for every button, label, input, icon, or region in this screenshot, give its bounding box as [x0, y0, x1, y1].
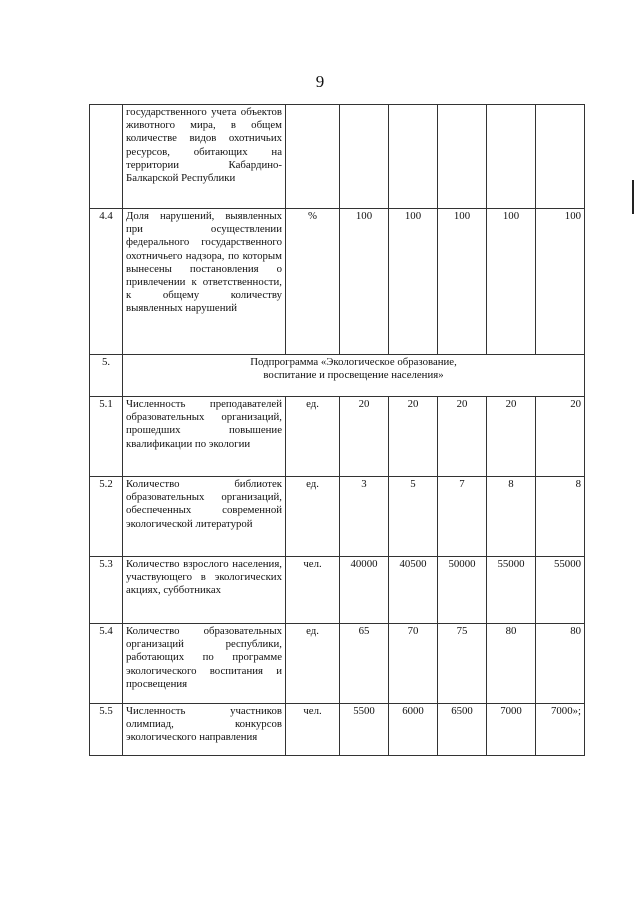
value-cell: [340, 105, 389, 209]
value-cell: 40500: [389, 557, 438, 624]
indicator-name: Численность участников олимпиад, конкурсов экологического направления: [123, 704, 286, 756]
row-number: [90, 105, 123, 209]
value-cell: 6000: [389, 704, 438, 756]
value-cell: 20: [536, 397, 585, 477]
unit-cell: ед.: [286, 477, 340, 557]
value-cell: 7000: [487, 704, 536, 756]
subprogram-heading-line: воспитание и просвещение населения»: [263, 369, 444, 382]
value-cell: 100: [536, 209, 585, 355]
indicator-table: [89, 104, 585, 756]
indicator-name: Количество образовательных организаций республики, работающих по программе экологического воспитания и просвещения: [123, 624, 286, 704]
table-row: [90, 209, 585, 355]
subprogram-heading-line: Подпрограмма «Экологическое образование,: [250, 356, 457, 368]
indicator-name: Количество взрослого населения, участвующего в экологических акциях, субботниках: [123, 557, 286, 624]
value-cell: 55000: [536, 557, 585, 624]
value-cell: [536, 105, 585, 209]
table-row: [90, 704, 585, 756]
page-number: 9: [315, 72, 325, 91]
table-row: [90, 397, 585, 477]
value-cell: 55000: [487, 557, 536, 624]
row-number: 5.: [90, 355, 123, 397]
row-number: 5.4: [90, 624, 123, 704]
value-cell: 7000»;: [536, 704, 585, 756]
value-cell: 80: [536, 624, 585, 704]
value-cell: 7: [438, 477, 487, 557]
row-number: 4.4: [90, 209, 123, 355]
table-row: [90, 477, 585, 557]
value-cell: 100: [340, 209, 389, 355]
value-cell: [389, 105, 438, 209]
unit-cell: ед.: [286, 397, 340, 477]
value-cell: 20: [487, 397, 536, 477]
value-cell: 3: [340, 477, 389, 557]
value-cell: 100: [487, 209, 536, 355]
value-cell: 100: [438, 209, 487, 355]
subprogram-heading: [123, 355, 585, 397]
indicator-name: Численность преподавателей образовательных организаций, прошедших повышение квалификации по экологии: [123, 397, 286, 477]
row-number: 5.3: [90, 557, 123, 624]
row-number: 5.1: [90, 397, 123, 477]
table-row: [90, 624, 585, 704]
value-cell: 20: [438, 397, 487, 477]
value-cell: 20: [389, 397, 438, 477]
row-number: 5.5: [90, 704, 123, 756]
value-cell: 50000: [438, 557, 487, 624]
value-cell: 5: [389, 477, 438, 557]
value-cell: 8: [487, 477, 536, 557]
row-number: 5.2: [90, 477, 123, 557]
value-cell: 100: [389, 209, 438, 355]
value-cell: 75: [438, 624, 487, 704]
unit-cell: чел.: [286, 704, 340, 756]
indicator-name: Доля нарушений, выявленных при осуществлении федерального государственного охотничьего надзора, по которым вынесены постановления о привлечении к ответственности, к общему количеству выявленных нарушений: [123, 209, 286, 355]
value-cell: [487, 105, 536, 209]
value-cell: [438, 105, 487, 209]
table-row: [90, 105, 585, 209]
value-cell: 40000: [340, 557, 389, 624]
value-cell: 65: [340, 624, 389, 704]
indicator-name: государственного учета объектов животного мира, в общем количестве видов охотничьих ресурсов, обитающих на территории Кабардино-Балкарской Республики: [123, 105, 286, 209]
value-cell: 80: [487, 624, 536, 704]
unit-cell: ед.: [286, 624, 340, 704]
unit-cell: чел.: [286, 557, 340, 624]
unit-cell: %: [286, 209, 340, 355]
indicator-name: Количество библиотек образовательных организаций, обеспеченных современной экологической литературой: [123, 477, 286, 557]
value-cell: 6500: [438, 704, 487, 756]
table-row: [90, 557, 585, 624]
unit-cell: [286, 105, 340, 209]
value-cell: 70: [389, 624, 438, 704]
value-cell: 8: [536, 477, 585, 557]
margin-mark: [632, 180, 634, 214]
table-row: [90, 355, 585, 397]
value-cell: 5500: [340, 704, 389, 756]
value-cell: 20: [340, 397, 389, 477]
